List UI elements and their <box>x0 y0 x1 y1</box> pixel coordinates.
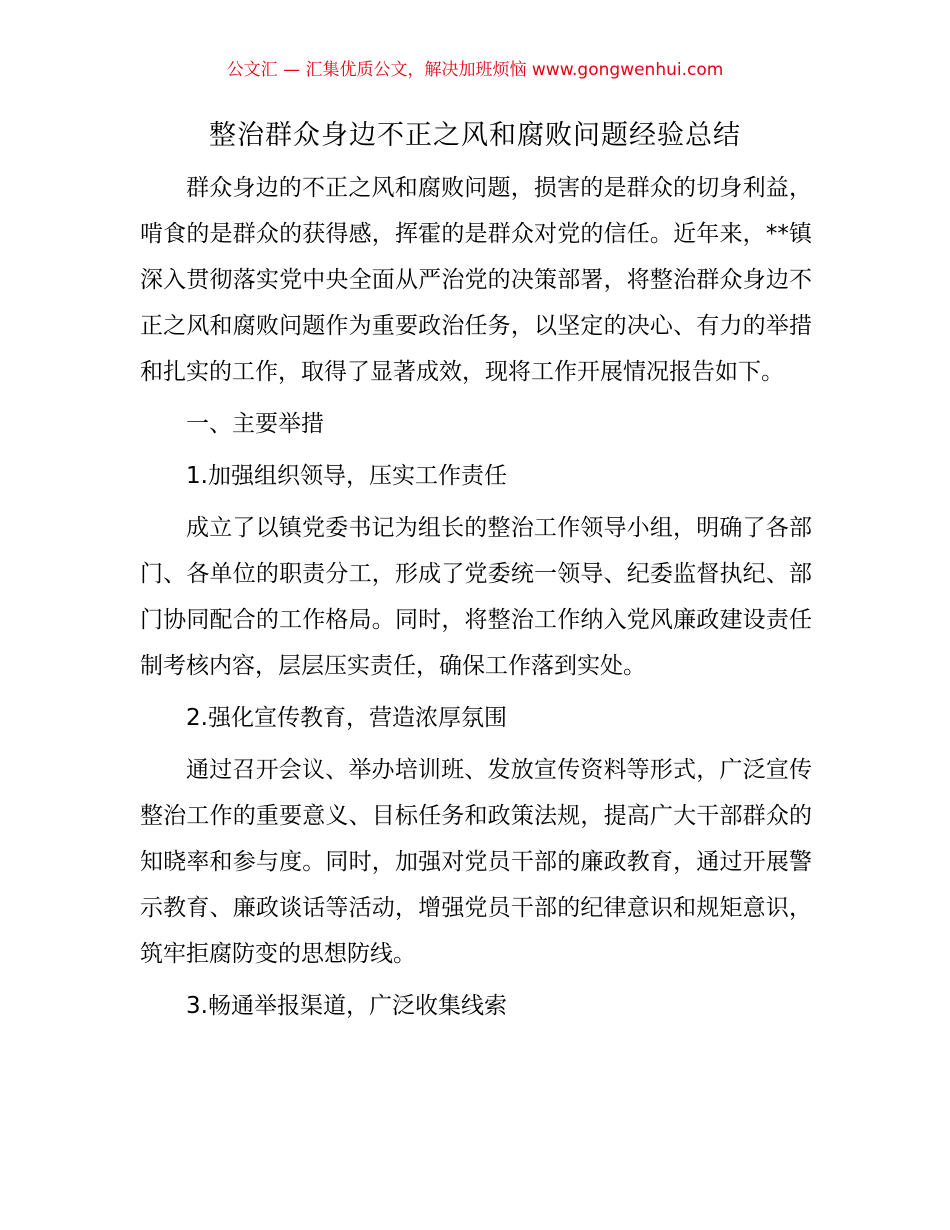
section-heading: 一、主要举措 <box>186 411 324 437</box>
document-body <box>140 165 812 1035</box>
document-title: 整治群众身边不正之风和腐败问题经验总结 <box>209 120 741 151</box>
item-heading: 3.畅通举报渠道，广泛收集线索 <box>186 993 507 1019</box>
item-paragraph: 通过召开会议、举办培训班、发放宣传资料等形式，广泛宣传整治工作的重要意义、目标任务和政策法规，提高广大干部群众的知晓率和参与度。同时，加强对党员干部的廉政教育，通过开展警示教育、廉政谈话等活动，增强党员干部的纪律意识和规矩意识，筑牢拒腐防变的思想防线。 <box>140 757 812 967</box>
item-paragraph: 成立了以镇党委书记为组长的整治工作领导小组，明确了各部门、各单位的职责分工，形成了党委统一领导、纪委监督执纪、部门协同配合的工作格局。同时，将整治工作纳入党风廉政建设责任制考核内容，层层压实责任，确保工作落到实处。 <box>140 515 812 679</box>
item-heading: 1.加强组织领导，压实工作责任 <box>186 463 507 489</box>
intro-paragraph: 群众身边的不正之风和腐败问题，损害的是群众的切身利益，啃食的是群众的获得感，挥霍的是群众对党的信任。近年来，**镇深入贯彻落实党中央全面从严治党的决策部署，将整治群众身边不正之风和腐败问题作为重要政治任务，以坚定的决心、有力的举措和扎实的工作，取得了显著成效，现将工作开展情况报告如下。 <box>140 175 812 385</box>
site-banner: 公文汇 — 汇集优质公文，解决加班烦恼 www.gongwenhui.com <box>226 60 724 80</box>
item-heading: 2.强化宣传教育，营造浓厚氛围 <box>186 705 507 731</box>
